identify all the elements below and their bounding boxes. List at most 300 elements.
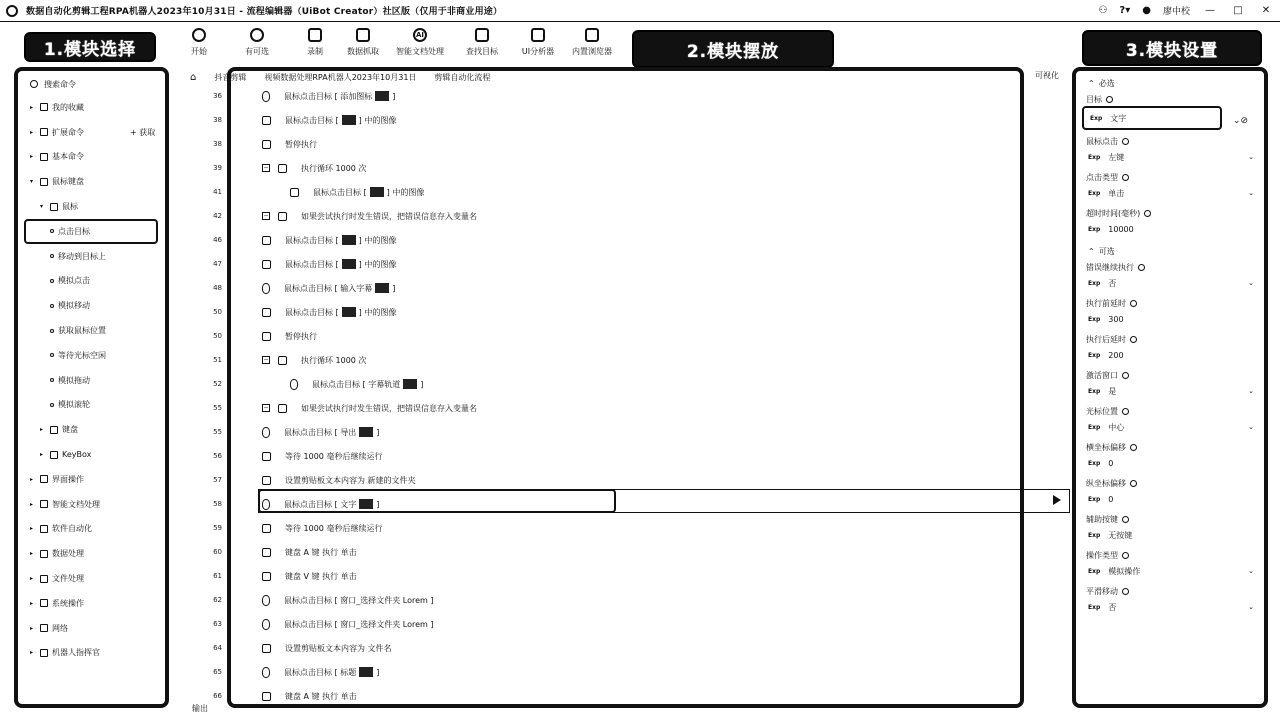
property-field	[1082, 332, 1258, 364]
close-button[interactable]: ✕	[1261, 5, 1271, 16]
flow-row-text: 鼠标点击目标 [ 标题	[284, 667, 357, 677]
property-label	[1082, 170, 1258, 184]
property-value-input[interactable]	[1082, 382, 1258, 400]
help-icon[interactable]	[1122, 552, 1129, 559]
analyzer-icon	[531, 28, 545, 42]
keyboard-icon	[50, 426, 58, 434]
help-icon[interactable]	[1130, 300, 1137, 307]
property-label	[1082, 368, 1258, 382]
property-value: 单击	[1108, 188, 1125, 198]
help-icon[interactable]	[1130, 336, 1137, 343]
property-value-input[interactable]	[1082, 184, 1258, 202]
flow-row[interactable]	[200, 84, 1070, 108]
target-thumbnail[interactable]	[359, 427, 373, 437]
expression-toggle[interactable]: Exp	[1088, 531, 1101, 539]
people-icon[interactable]: ⚇	[1098, 5, 1108, 16]
line-number: 41	[213, 188, 222, 196]
expand-arrow-icon[interactable]: ▸	[30, 575, 34, 583]
target-thumbnail[interactable]	[342, 259, 356, 269]
flow-row[interactable]	[200, 276, 1070, 300]
view-toggle[interactable]: 可视化	[1035, 71, 1059, 80]
target-thumbnail[interactable]	[342, 235, 356, 245]
flow-row-text: 鼠标点击目标 [ 窗口_选择文件夹 Lorem ]	[284, 619, 434, 629]
callout-module-settings: 3.模块设置	[1082, 30, 1262, 66]
tab-douyin[interactable]: 抖音剪辑	[214, 72, 247, 82]
line-number: 50	[213, 332, 222, 340]
flow-row-text: 鼠标点击目标 [ 添加图标	[284, 91, 373, 101]
image-icon	[262, 260, 271, 269]
line-number: 48	[213, 284, 222, 292]
property-label	[1082, 206, 1258, 220]
line-number: 46	[213, 236, 222, 244]
expression-toggle[interactable]: Exp	[1088, 603, 1101, 611]
run-options-button[interactable]: 有可选	[222, 24, 292, 61]
target-thumbnail[interactable]	[359, 667, 373, 677]
property-field	[1082, 368, 1258, 400]
tree-item-label: 移动到目标上	[58, 251, 106, 261]
tree-item-label: 模拟滚轮	[58, 400, 90, 410]
flow-row[interactable]	[200, 204, 1070, 228]
image-icon	[262, 308, 271, 317]
property-value: 300	[1108, 314, 1124, 324]
image-icon	[262, 692, 271, 701]
flow-row[interactable]	[200, 420, 1070, 444]
tree-item[interactable]	[20, 492, 165, 517]
chevron-down-icon[interactable]: ⌄	[1248, 567, 1254, 575]
mouse-icon	[50, 203, 58, 211]
collapse-icon[interactable]: −	[263, 356, 269, 363]
expand-arrow-icon[interactable]: ▸	[30, 550, 34, 558]
flow-row[interactable]	[200, 612, 1070, 636]
find-target-button[interactable]: 查找目标	[452, 24, 512, 61]
loop-icon	[278, 164, 287, 173]
expand-arrow-icon[interactable]: ▸	[30, 649, 34, 657]
line-number: 38	[213, 116, 222, 124]
flow-row-text: 设置剪贴板文本内容为 文件名	[285, 643, 392, 653]
tree-item[interactable]	[20, 343, 165, 368]
line-number: 66	[213, 692, 222, 700]
search-icon	[30, 80, 38, 88]
tree-item[interactable]	[20, 169, 165, 194]
property-label	[1082, 404, 1258, 418]
expand-arrow-icon[interactable]: ▸	[30, 153, 34, 161]
tree-item-label: 模拟点击	[58, 276, 90, 286]
line-number: 52	[213, 380, 222, 388]
line-number: 39	[213, 164, 222, 172]
tree-item[interactable]	[20, 541, 165, 566]
bullet-icon	[50, 304, 54, 308]
image-icon	[262, 524, 271, 533]
flow-row-text: 鼠标点击目标 [	[285, 307, 339, 317]
tree-item-label: 等待光标空闲	[58, 350, 106, 360]
flow-row-text: 等待 1000 毫秒后继续运行	[285, 523, 383, 533]
mouse-icon	[262, 427, 270, 438]
tree-item-label: 点击目标	[58, 226, 90, 236]
expand-arrow-icon[interactable]: ▸	[30, 599, 34, 607]
expression-toggle[interactable]: Exp	[1088, 225, 1101, 233]
property-value-input[interactable]	[1082, 526, 1258, 544]
help-icon[interactable]	[1122, 138, 1129, 145]
flow-row-text: 鼠标点击目标 [ 文字	[284, 499, 357, 509]
tree-item[interactable]	[20, 566, 165, 591]
flow-row[interactable]	[200, 564, 1070, 588]
expand-arrow-icon[interactable]: ▸	[30, 128, 34, 136]
expression-toggle[interactable]: Exp	[1088, 567, 1101, 575]
image-icon	[262, 332, 271, 341]
help-icon[interactable]	[1130, 444, 1137, 451]
tree-item[interactable]	[20, 269, 165, 294]
command-panel	[20, 73, 165, 665]
target-thumbnail[interactable]	[370, 187, 384, 197]
flow-row-suffix: ]	[420, 379, 424, 389]
flow-row[interactable]	[200, 348, 1070, 372]
data-icon	[40, 550, 48, 558]
flow-row-text: 键盘 V 键 执行 单击	[285, 571, 357, 581]
flow-row[interactable]	[200, 108, 1070, 132]
loop-icon	[278, 404, 287, 413]
property-label	[1082, 332, 1258, 346]
target-tools-icon[interactable]: ⌄⊘	[1233, 116, 1249, 126]
flow-row-text: 鼠标点击目标 [	[285, 235, 339, 245]
loop-icon	[278, 212, 287, 221]
property-value-input[interactable]	[1082, 490, 1258, 508]
tree-item-label: 系统操作	[52, 598, 84, 608]
tab-video-rpa[interactable]: 视频数据处理RPA机器人2023年10月31日	[264, 72, 417, 82]
expression-toggle[interactable]: Exp	[1088, 315, 1101, 323]
property-label-text: 执行后延时	[1086, 334, 1126, 344]
flow-row[interactable]	[200, 132, 1070, 156]
flow-row-text: 鼠标点击目标 [ 字幕轨道	[312, 379, 401, 389]
property-label-text: 鼠标点击	[1086, 136, 1118, 146]
data-scrape-button[interactable]: 数据抓取	[338, 24, 388, 61]
flow-row-text: 鼠标点击目标 [ 输入字幕	[284, 283, 373, 293]
expand-arrow-icon[interactable]: ▸	[30, 525, 34, 533]
tree-item-label: 鼠标	[62, 202, 78, 212]
help-icon[interactable]	[1122, 174, 1129, 181]
property-label-text: 操作类型	[1086, 550, 1118, 560]
property-label	[1082, 512, 1258, 526]
flow-row[interactable]	[200, 396, 1070, 420]
mouse-icon	[262, 283, 270, 294]
puzzle-icon	[40, 128, 48, 136]
browser-button[interactable]: 内置浏览器	[564, 24, 620, 61]
get-extension-button[interactable]: + 获取	[130, 127, 156, 137]
chevron-down-icon[interactable]: ⌄	[1248, 387, 1254, 395]
line-number: 50	[213, 308, 222, 316]
image-icon	[262, 572, 271, 581]
ui-analyzer-button[interactable]: UI分析器	[512, 24, 564, 61]
home-icon[interactable]: ⌂	[190, 71, 197, 83]
property-field	[1082, 548, 1258, 580]
image-icon	[262, 116, 271, 125]
expression-toggle[interactable]: Exp	[1088, 351, 1101, 359]
flow-row-suffix: ] 中的图像	[358, 259, 397, 269]
flow-row[interactable]	[200, 372, 1070, 396]
tree-item[interactable]	[20, 393, 165, 418]
collapse-icon[interactable]: −	[263, 404, 269, 411]
property-label-text: 光标位置	[1086, 406, 1118, 416]
property-value: 文字	[1110, 113, 1127, 123]
output-tab[interactable]: 输出	[192, 704, 208, 713]
flow-row-text: 执行循环 1000 次	[301, 163, 367, 173]
property-value-input[interactable]	[1082, 148, 1258, 166]
search-input[interactable]: 搜索命令	[20, 73, 165, 95]
command-tree	[20, 95, 165, 665]
property-field	[1082, 404, 1258, 436]
smart-doc-button[interactable]: AI 智能文档处理	[388, 24, 452, 61]
flow-row-text: 鼠标点击目标 [	[313, 187, 367, 197]
property-label-text: 平滑移动	[1086, 586, 1118, 596]
bullet-icon	[50, 353, 54, 357]
tree-item-label: 数据处理	[52, 549, 84, 559]
property-value: 10000	[1108, 224, 1134, 234]
line-number: 38	[213, 140, 222, 148]
tab-bar	[190, 70, 490, 84]
collapse-icon[interactable]: −	[263, 212, 269, 219]
bullet-icon	[50, 378, 54, 382]
line-number: 62	[213, 596, 222, 604]
expression-toggle[interactable]: Exp	[1088, 189, 1101, 197]
property-value: 0	[1108, 494, 1114, 504]
bullet-icon	[50, 279, 54, 283]
property-label-text: 点击类型	[1086, 172, 1118, 182]
property-value: 无按键	[1108, 530, 1133, 540]
property-value: 左键	[1108, 152, 1125, 162]
properties-panel	[1082, 74, 1258, 620]
flow-row[interactable]	[200, 588, 1070, 612]
clock-icon	[250, 28, 264, 42]
help-icon[interactable]	[1122, 408, 1129, 415]
property-value-input[interactable]	[1082, 454, 1258, 472]
help-icon[interactable]	[1122, 516, 1129, 523]
property-value-input[interactable]	[1082, 106, 1222, 130]
expand-arrow-icon[interactable]: ▸	[30, 475, 34, 483]
expand-arrow-icon[interactable]: ▾	[30, 178, 34, 186]
camera-icon	[308, 28, 322, 42]
property-value-input[interactable]	[1082, 274, 1258, 292]
expression-toggle[interactable]: Exp	[1088, 153, 1101, 161]
line-number: 56	[213, 452, 222, 460]
flow-row[interactable]	[200, 324, 1070, 348]
system-icon	[40, 599, 48, 607]
tree-item[interactable]	[20, 318, 165, 343]
tree-item-label: 机器人指挥官	[52, 648, 100, 658]
tree-item-label: 模拟拖动	[58, 375, 90, 385]
target-thumbnail[interactable]	[403, 379, 417, 389]
tree-item[interactable]	[20, 517, 165, 542]
flow-row-suffix: ] 中的图像	[358, 115, 397, 125]
line-number: 65	[213, 668, 222, 676]
expand-arrow-icon[interactable]: ▸	[40, 426, 44, 434]
flow-row-text: 鼠标点击目标 [	[285, 259, 339, 269]
tree-item-label: 智能文档处理	[52, 499, 100, 509]
property-value-input[interactable]	[1082, 418, 1258, 436]
browser-icon	[585, 28, 599, 42]
property-label-text: 错误继续执行	[1086, 262, 1134, 272]
target-thumbnail[interactable]	[375, 283, 389, 293]
target-thumbnail[interactable]	[375, 91, 389, 101]
tree-item[interactable]	[20, 244, 165, 269]
tree-item-label: 软件自动化	[52, 524, 92, 534]
property-label	[1082, 260, 1258, 274]
tree-item[interactable]	[20, 467, 165, 492]
chevron-down-icon[interactable]: ⌄	[1248, 603, 1254, 611]
tree-item-label: 网络	[52, 623, 68, 633]
window-icon	[40, 475, 48, 483]
help-icon[interactable]	[1122, 372, 1129, 379]
bullet-icon	[50, 403, 54, 407]
selected-row-outline	[258, 489, 616, 513]
expand-arrow-icon[interactable]: ▸	[30, 624, 34, 632]
required-section-title[interactable]: ⌃ 必选	[1088, 78, 1115, 88]
star-icon	[40, 103, 48, 111]
expression-toggle[interactable]: Exp	[1088, 279, 1101, 287]
flow-row-text: 如果尝试执行时发生错误，把错误信息存入变量名	[301, 211, 477, 221]
image-icon	[262, 548, 271, 557]
robot-icon	[40, 649, 48, 657]
flow-row-text: 鼠标点击目标 [	[285, 115, 339, 125]
tree-item[interactable]	[20, 641, 165, 666]
user-icon[interactable]: ●	[1142, 5, 1151, 16]
tab-edit-flow[interactable]: 剪辑自动化流程	[434, 72, 491, 82]
line-number: 51	[213, 356, 222, 364]
property-value: 模拟操作	[1108, 566, 1141, 576]
expression-toggle[interactable]: Exp	[1088, 423, 1101, 431]
chevron-down-icon[interactable]: ⌄	[1248, 189, 1254, 197]
tree-item[interactable]	[20, 417, 165, 442]
gear-icon	[40, 525, 48, 533]
property-value-input[interactable]	[1082, 346, 1258, 364]
callout-module-place: 2.模块摆放	[632, 30, 834, 68]
help-icon[interactable]	[1130, 480, 1137, 487]
flow-row[interactable]	[200, 156, 1070, 180]
property-value: 否	[1108, 278, 1117, 288]
flow-row-text: 暂停执行	[285, 139, 317, 149]
chevron-down-icon[interactable]: ⌄	[1248, 153, 1254, 161]
collapse-icon[interactable]: −	[263, 164, 269, 171]
mouse-icon	[262, 91, 270, 102]
target-thumbnail[interactable]	[342, 115, 356, 125]
property-value: 是	[1108, 386, 1117, 396]
help-icon[interactable]	[1106, 96, 1113, 103]
ai-icon	[40, 500, 48, 508]
line-number: 59	[213, 524, 222, 532]
flow-row-text: 鼠标点击目标 [ 导出	[284, 427, 357, 437]
tree-item[interactable]	[20, 616, 165, 641]
flow-row[interactable]	[200, 228, 1070, 252]
tree-item-label: 文件处理	[52, 574, 84, 584]
tree-item-label: 获取鼠标位置	[58, 326, 106, 336]
user-name[interactable]: 廖中校	[1162, 7, 1190, 17]
help-icon[interactable]	[1138, 264, 1145, 271]
maximize-button[interactable]: □	[1233, 5, 1243, 16]
expression-toggle[interactable]: Exp	[1090, 114, 1103, 122]
tree-item[interactable]	[20, 368, 165, 393]
toolbar	[176, 24, 620, 66]
expression-toggle[interactable]: Exp	[1088, 387, 1101, 395]
property-value: 否	[1108, 602, 1117, 612]
image-icon	[262, 236, 271, 245]
start-button[interactable]: 开始	[176, 24, 222, 61]
tree-item[interactable]	[20, 145, 165, 170]
tree-item[interactable]	[20, 591, 165, 616]
minimize-button[interactable]: —	[1205, 5, 1215, 16]
tree-item[interactable]	[20, 293, 165, 318]
property-field	[1082, 512, 1258, 544]
expand-arrow-icon[interactable]: ▸	[40, 451, 44, 459]
flow-row-text: 设置剪贴板文本内容为 新建的文件夹	[285, 475, 416, 485]
target-thumbnail[interactable]	[342, 307, 356, 317]
flow-row[interactable]	[200, 636, 1070, 660]
optional-section-title[interactable]: ⌃ 可选	[1088, 246, 1115, 256]
help-icon[interactable]: ?▾	[1119, 5, 1131, 16]
flow-row[interactable]	[200, 444, 1070, 468]
expression-toggle[interactable]: Exp	[1088, 459, 1101, 467]
expression-toggle[interactable]: Exp	[1088, 495, 1101, 503]
property-value-input[interactable]	[1082, 598, 1258, 616]
mouse-icon	[262, 595, 270, 606]
property-label-text: 辅助按键	[1086, 514, 1118, 524]
property-label-text: 超时时间(毫秒)	[1086, 208, 1141, 218]
keybox-icon	[50, 451, 58, 459]
bullet-icon	[50, 329, 54, 333]
flow-row-suffix: ]	[392, 91, 396, 101]
tree-item[interactable]	[24, 219, 158, 244]
tree-item-label: 基本命令	[52, 152, 84, 162]
flow-row-suffix: ] 中的图像	[386, 187, 425, 197]
help-icon[interactable]	[1144, 210, 1151, 217]
property-value-input[interactable]	[1082, 220, 1258, 238]
expand-arrow-icon[interactable]: ▸	[30, 500, 34, 508]
flow-row[interactable]	[200, 180, 1070, 204]
flow-row[interactable]	[200, 252, 1070, 276]
ai-icon: AI	[413, 28, 427, 42]
property-value-input[interactable]	[1082, 562, 1258, 580]
flow-row-suffix: ]	[376, 427, 380, 437]
tree-item-label: 界面操作	[52, 474, 84, 484]
flow-row[interactable]	[200, 300, 1070, 324]
property-value-input[interactable]	[1082, 310, 1258, 328]
tree-item-label: 键盘	[62, 425, 78, 435]
help-icon[interactable]	[1122, 588, 1129, 595]
loop-icon	[278, 356, 287, 365]
property-field	[1082, 440, 1258, 472]
cube-icon	[40, 153, 48, 161]
flow-row[interactable]	[200, 660, 1070, 684]
property-label-text: 目标	[1086, 94, 1102, 104]
run-row-icon[interactable]	[1053, 495, 1061, 505]
expand-arrow-icon[interactable]: ▸	[30, 103, 34, 111]
line-number: 36	[213, 92, 222, 100]
property-label	[1082, 92, 1258, 106]
play-icon	[192, 28, 206, 42]
record-button[interactable]: 录制	[292, 24, 338, 61]
tree-item[interactable]	[20, 442, 165, 467]
tree-item-label: 鼠标键盘	[52, 177, 84, 187]
expand-arrow-icon[interactable]: ▾	[40, 203, 44, 211]
flow-row[interactable]	[200, 684, 1070, 708]
property-label	[1082, 296, 1258, 310]
flow-row[interactable]	[200, 540, 1070, 564]
line-number: 64	[213, 644, 222, 652]
bullet-icon	[50, 229, 54, 233]
chevron-down-icon[interactable]: ⌄	[1248, 423, 1254, 431]
flow-row[interactable]	[200, 516, 1070, 540]
tree-item[interactable]	[20, 194, 165, 219]
tree-item[interactable]	[20, 120, 165, 145]
tree-item[interactable]	[20, 95, 165, 120]
chevron-down-icon[interactable]: ⌄	[1248, 279, 1254, 287]
